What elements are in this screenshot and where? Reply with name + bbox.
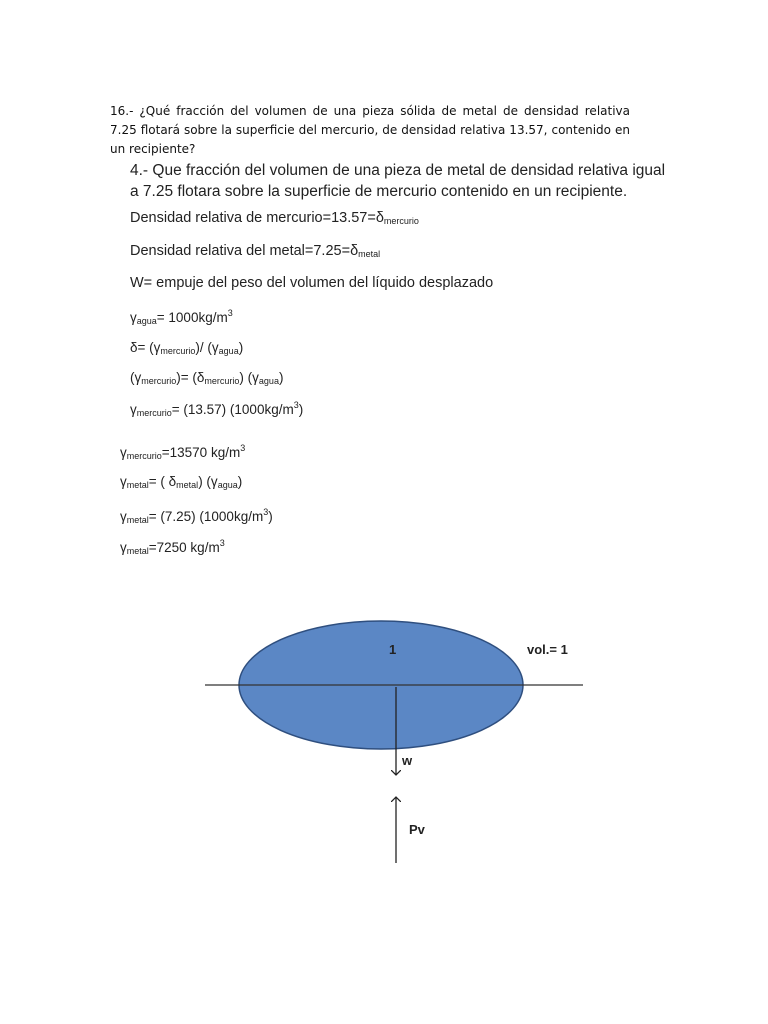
equation-water-specific-weight: $\gamma_{agua}= 1000kg/m^3$ [130,308,233,326]
buoyant-force-label: Pv [409,822,425,837]
body-volume-label: 1 [389,642,397,657]
question-text: 16.- ¿Qué fracción del volumen de una pieza sólida de metal de densidad relativa 7.25 flotará sobre la superficie del mercurio, de densidad relativa 13.57, contenido en un recipiente? [110,104,630,156]
equation-metal-weight-formula: $\gamma_{metal}=$ ( $\delta_{metal}$) $(\gamma_{agua})$ [120,474,243,490]
problem-statement: 4.- Que fracción del volumen de una pieza de metal de densidad relativa igual a 7.25 flotara sobre la superficie de mercurio contenido en un recipiente. [130,162,666,200]
equation-metal-density: Densidad relativa del $metal=7.25=\delta_{metal}$ [130,243,381,259]
equation-metal-weight-result: $\gamma_{metal}=7250$ $kg/m^3$ [120,538,225,556]
weight-label: w [402,753,413,768]
equation-mercury-density: Densidad relativa de $mercurio=13.57=\delta_{mercurio}$ [130,210,419,226]
equation-buoyancy-definition: W= empuje del peso del volumen del líquido desplazado [130,275,494,291]
volume-label: vol.= 1 [527,642,568,657]
equation-mercury-weight-substitution: $\gamma_{mercurio}= (13.57)$ $(1000kg/m^3)$ [130,400,304,418]
equation-relative-density-ratio: $\delta= (\gamma_{mercurio})/$ $(\gamma_{agua})$ [130,340,244,356]
equation-mercury-weight-formula: $(\gamma_{mercurio})= (\delta_{mercurio})$ $(\gamma_{agua})$ [130,370,284,386]
equation-mercury-weight-result: $\gamma_{mercurio}=13570$ $kg/m^3$ [120,443,246,461]
equation-metal-weight-substitution: $\gamma_{metal}= (7.25)$ $(1000kg/m^3)$ [120,507,273,525]
